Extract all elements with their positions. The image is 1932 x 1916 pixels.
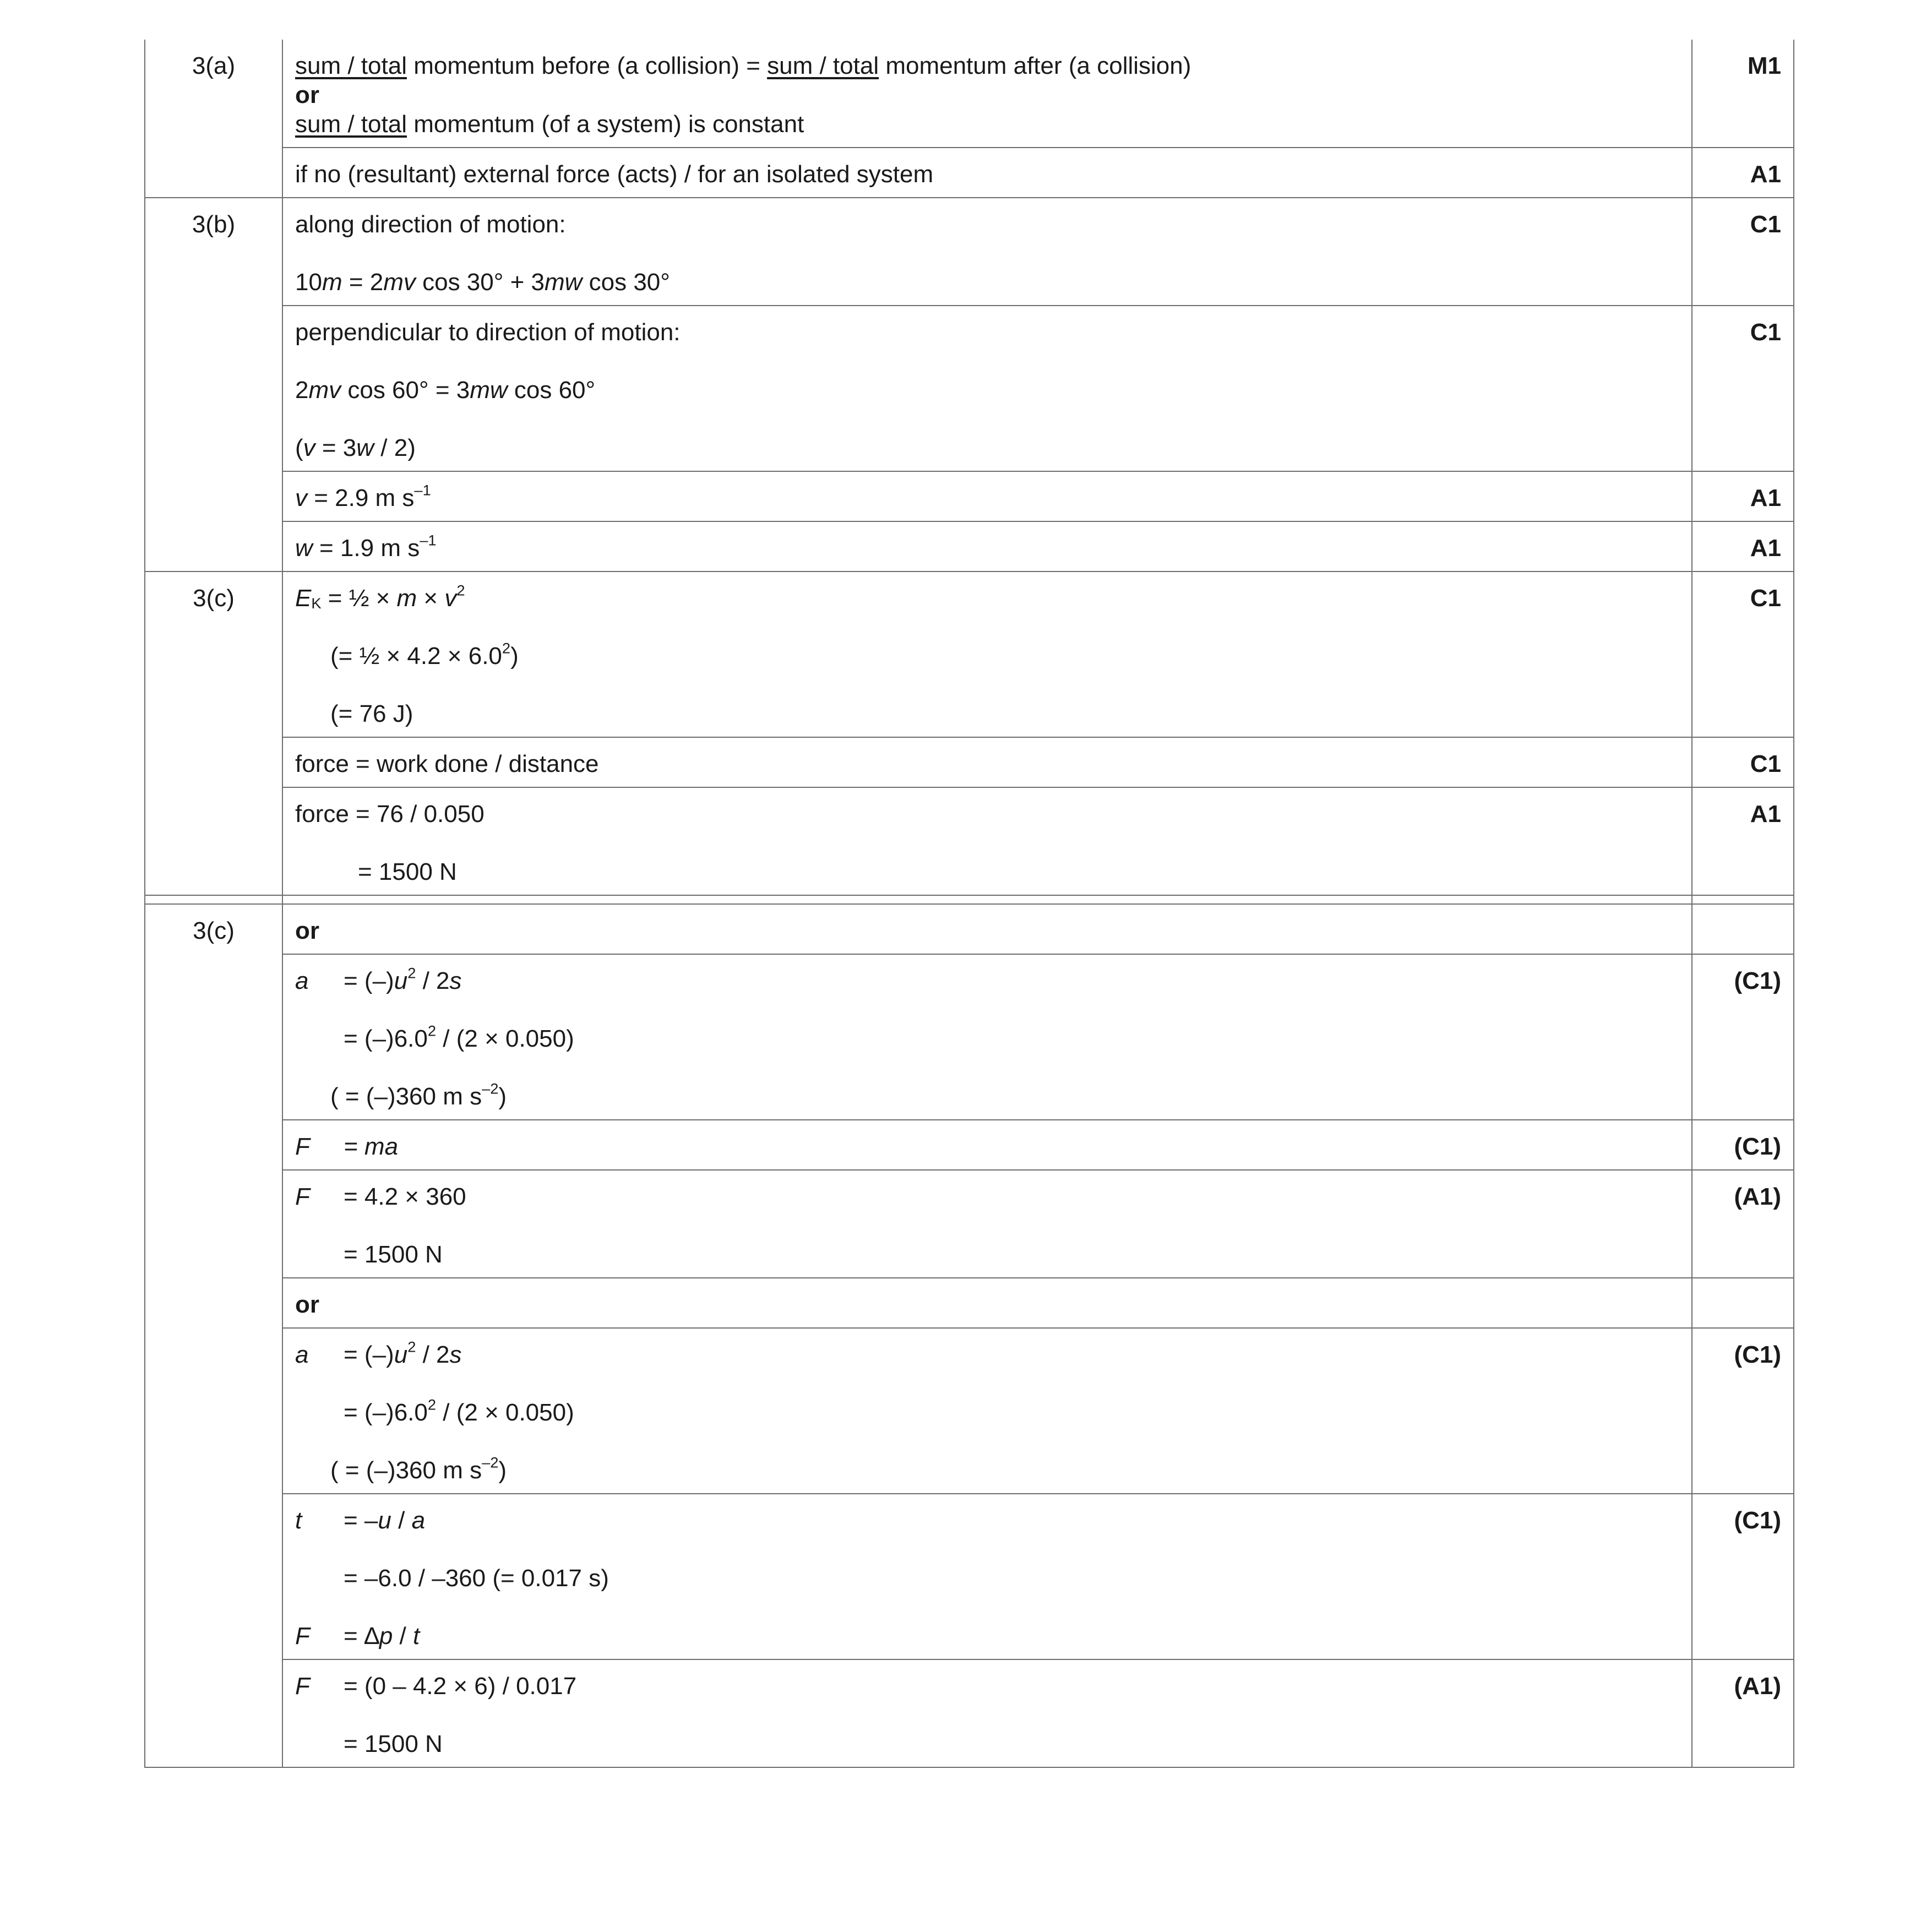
table-row: [145, 1278, 1794, 1328]
table-row: [145, 1659, 1794, 1767]
answer-cell: along direction of motion: 10m = 2mv cos 30° + 3mw cos 30°: [282, 198, 1692, 306]
or-label: or: [295, 917, 319, 944]
mark-cell: C1: [1692, 571, 1794, 737]
table-separator: [145, 895, 1794, 904]
table-row: [145, 1494, 1794, 1659]
answer-cell: [282, 1278, 1692, 1328]
answer-cell: F = (0 – 4.2 × 6) / 0.017 = 1500 N: [282, 1659, 1692, 1767]
or-label: or: [295, 81, 319, 108]
answer-cell: t = –u / a = –6.0 / –360 (= 0.017 s) F = ∆p / t: [282, 1494, 1692, 1659]
mark-cell: A1: [1692, 787, 1794, 895]
mark-cell: (C1): [1692, 1494, 1794, 1659]
answer-cell: [282, 40, 1692, 148]
mark-scheme-table: [144, 40, 1794, 1768]
table-row: [145, 1170, 1794, 1278]
mark-cell: (C1): [1692, 1328, 1794, 1494]
table-row: [145, 306, 1794, 471]
mark-cell: (A1): [1692, 1659, 1794, 1767]
or-label: or: [295, 1291, 319, 1318]
answer-cell: force = 76 / 0.050 = 1500 N: [282, 787, 1692, 895]
table-row: [145, 787, 1794, 895]
table-row: [145, 521, 1794, 571]
table-row: [145, 1120, 1794, 1170]
table-row: [145, 40, 1794, 148]
mark-cell: [1692, 904, 1794, 954]
answer-cell: [282, 904, 1692, 954]
table-row: [145, 1328, 1794, 1494]
question-number: 3(c): [145, 571, 282, 895]
question-number: 3(b): [145, 198, 282, 571]
table-row: [145, 571, 1794, 737]
answer-cell: F = ma: [282, 1120, 1692, 1170]
mark-cell: C1: [1692, 306, 1794, 471]
table-row: [145, 471, 1794, 521]
mark-cell: A1: [1692, 521, 1794, 571]
table-row: [145, 148, 1794, 198]
answer-cell: $a = (-)u^2 / 2s$ = $(-)6.0^2 / (2 \times 0.050)$ ( = (–)360 m $s^{-2}$): [282, 1328, 1692, 1494]
answer-cell: w = 1.9 m $s^{-1}$: [282, 521, 1692, 571]
mark-cell: M1: [1692, 40, 1794, 148]
question-number: 3(a): [145, 40, 282, 198]
mark-cell: (C1): [1692, 1120, 1794, 1170]
answer-cell: force = work done / distance: [282, 737, 1692, 787]
question-number: 3(c): [145, 904, 282, 1767]
answer-cell: $a = (-)u^2 / 2s$ = $(-)6.0^2 / (2 \times 0.050)$ ( = (–)360 m $s^{-2}$): [282, 954, 1692, 1120]
mark-cell: A1: [1692, 471, 1794, 521]
answer-cell: $E_K$ = ½ × $m \times v^2$ (= ½ × $4.2 \times 6.0^2$) (= 76 J): [282, 571, 1692, 737]
answer-cell: perpendicular to direction of motion: 2mv cos 60° = 3mw cos 60° (v = 3w / 2): [282, 306, 1692, 471]
mark-cell: C1: [1692, 198, 1794, 306]
table-row: [145, 954, 1794, 1120]
table-row: [145, 904, 1794, 954]
mark-cell: (A1): [1692, 1170, 1794, 1278]
mark-cell: C1: [1692, 737, 1794, 787]
table-row: [145, 737, 1794, 787]
mark-cell: [1692, 1278, 1794, 1328]
answer-cell: if no (resultant) external force (acts) / for an isolated system: [282, 148, 1692, 198]
mark-cell: (C1): [1692, 954, 1794, 1120]
answer-cell: v = 2.9 m $s^{-1}$: [282, 471, 1692, 521]
answer-cell: F = 4.2 × 360 = 1500 N: [282, 1170, 1692, 1278]
equation-line: (v = 3w / 2): [295, 434, 416, 461]
answer-line: sum / total momentum before (a collision) = sum / total momentum after (a collision): [295, 52, 1191, 79]
equation-line: 10m = 2mv cos 30° + 3mw cos 30°: [295, 269, 670, 296]
table-row: [145, 198, 1794, 306]
answer-line: sum / total momentum (of a system) is constant: [295, 111, 804, 138]
equation-line: 2mv cos 60° = 3mw cos 60°: [295, 377, 596, 404]
mark-cell: A1: [1692, 148, 1794, 198]
